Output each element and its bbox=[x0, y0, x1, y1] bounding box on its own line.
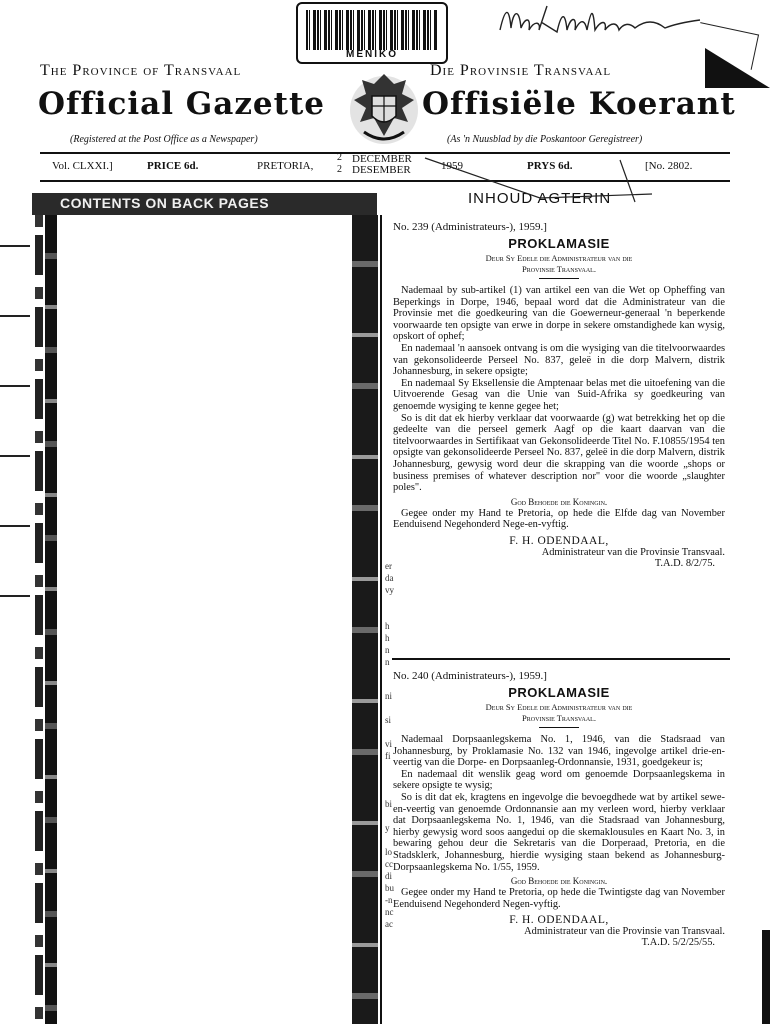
notice-role: Administrateur van die Provinsie Transvaal. bbox=[541, 546, 725, 558]
issue-number: [No. 2802. bbox=[645, 160, 693, 172]
notice-subtitle: Deur Sy Edele die Administrateur van die Provinsie Transvaal. bbox=[485, 702, 633, 723]
notice-paragraph: En nademaal Sy Eksellensie die Amptenaar belas met die uitoefening van die Uitvoerende Gesag van die Unie van Suid-Afrika sy goedkeuring van genoemde wysiging te kenne gegee het; bbox=[393, 377, 725, 412]
notice-heading: No. 240 (Administrateurs-), 1959.] bbox=[393, 670, 547, 682]
gazette-title-af: Offisiële Koerant bbox=[422, 86, 736, 122]
notice-signatory: F. H. ODENDAAL, bbox=[509, 534, 609, 547]
cutoff-column-letters-2: ni si vi fi bi y lo cc di bu -n nc ac bbox=[385, 691, 394, 929]
volume-number: Vol. CLXXI.] bbox=[52, 160, 113, 172]
notice-god-save: God Behoede die Koningin. bbox=[510, 876, 608, 887]
barcode-sticker bbox=[296, 2, 448, 64]
registered-note-en: (Registered at the Post Office as a Newspaper) bbox=[70, 134, 258, 145]
notice-paragraph: So is dit dat ek, kragtens en ingevolge die bevoegdhede wat by artikel sewe-en-veertig van genoemde Ordonnansie aan my verleen word, hierby verklaar dat Dorpsaanlegskema No. 1, 1946, van die Stadsraad van Johannesburg, hierby gewysig word soos aangedui op die skemaklousules en Kaart No. 3, in bewaring gehou deur die Sekretaris van die Dorperaad, Pretoria, en die Stadsklerk, Johannesburg, hierdie wysiging staan bekend as Johannesburg-Dorpsaanlegskema No. 1/55, 1959. bbox=[393, 791, 725, 873]
barcode-label: MENIKO bbox=[346, 49, 398, 60]
issue-day: 2 2 bbox=[337, 152, 342, 175]
notice-reference: T.A.D. 5/2/25/55. bbox=[641, 937, 715, 949]
notice-given: Gegee onder my Hand te Pretoria, op hede die Twintigste dag van November Eenduisend Negehonderd Negen-vyftig. bbox=[393, 887, 725, 910]
scan-edge-right bbox=[762, 930, 770, 1024]
gazette-title-en: Official Gazette bbox=[38, 86, 326, 122]
issue-year: 1959 bbox=[441, 160, 463, 172]
column-divider bbox=[380, 215, 382, 1024]
contents-note-en: CONTENTS ON BACK PAGES bbox=[60, 195, 270, 211]
registered-note-af: (As 'n Nuusblad by die Poskantoor Geregistreer) bbox=[447, 134, 643, 145]
province-name-en: The Province of Transvaal bbox=[40, 62, 242, 79]
notice-title: PROKLAMASIE bbox=[508, 236, 610, 251]
notice-given: Gegee onder my Hand te Pretoria, op hede die Elfde dag van November Eenduisend Negehonderd Nege-en-vyftig. bbox=[393, 507, 725, 531]
notice-paragraph: En nademaal dit wenslik geag word om genoemde Dorpsaanlegskema in sekere opsigte te wysig; bbox=[393, 768, 725, 792]
handwritten-signature bbox=[495, 0, 705, 48]
notice-title: PROKLAMASIE bbox=[508, 685, 610, 700]
notice-heading: No. 239 (Administrateurs-), 1959.] bbox=[393, 221, 547, 233]
notice-paragraph: Nademaal by sub-artikel (1) van artikel een van die Wet op Opheffing van Beperkings in Dorpe, 1946, bepaal word dat die Administrateur van die Provinsie met die goedkeuring van die Goewerneur-generaal 'n beperkende voorwaarde ten opsigte van erwe in dorpe in sekere omstandighede kan wysig, opskort of ophef; bbox=[393, 285, 725, 343]
issue-month-af: DESEMBER bbox=[352, 164, 411, 176]
contents-note-af: INHOUD AGTERIN bbox=[468, 190, 612, 207]
scan-edge-left bbox=[0, 215, 30, 635]
issue-month-en: DECEMBER bbox=[352, 153, 412, 165]
scan-strip-left-outer bbox=[35, 215, 43, 1024]
notice-signatory: F. H. ODENDAAL, bbox=[509, 914, 609, 927]
notice-body bbox=[393, 285, 725, 494]
place-of-issue: PRETORIA, bbox=[257, 160, 314, 172]
notice-reference: T.A.D. 8/2/75. bbox=[654, 557, 715, 569]
notice-body bbox=[393, 734, 725, 873]
proclamation-notice-239 bbox=[393, 221, 725, 569]
pencil-arrow-mark bbox=[420, 150, 660, 210]
province-name-af: Die Provinsie Transvaal bbox=[430, 62, 612, 79]
price-en: PRICE 6d. bbox=[147, 160, 199, 172]
notice-paragraph: So is dit dat ek hierby verklaar dat voorwaarde (g) wat betrekking het op die gedeelte van die perseel gemerk Aagf op die kaart daarvan van die titelvoorwaardes in Sertifikaat van Gekonsolideerde Titel No. F.10855/1954 ten opsigte van gekonsolideerde Perseel No. 837, geleë in die dorp Malvern, distrik Johannesburg, gewysig word deur die skrapping van die woorde „shops or business premises of whatever description nor" voor die woorde „slaughter poles". bbox=[393, 412, 725, 494]
notice-paragraph: En nademaal 'n aansoek ontvang is om die wysiging van die titelvoorwaardes van gekonsolideerde Perseel No. 837, geleë in die dorp Malvern, distrik Johannesburg, in sekere opsigte; bbox=[393, 342, 725, 378]
barcode-bars bbox=[306, 10, 438, 50]
price-af: PRYS 6d. bbox=[527, 160, 573, 172]
notice-role: Administrateur van die Provinsie van Transvaal. bbox=[524, 926, 725, 938]
corner-black-triangle bbox=[705, 48, 770, 88]
scan-strip-left bbox=[45, 215, 57, 1024]
notice-subtitle-rule bbox=[539, 278, 579, 279]
notice-paragraph: Nademaal Dorpsaanlegskema No. 1, 1946, van die Stadsraad van Johannesburg, by Proklamasie No. 132 van 1946, ingevolge artikel drie-en-veertig van die Dorpe- en Dorpsaanleg-Ordonnansie, 1931, goedgekeur is; bbox=[393, 734, 725, 769]
scan-strip-middle bbox=[352, 215, 378, 1024]
notice-subtitle-rule bbox=[539, 727, 579, 728]
notice-subtitle: Deur Sy Edele die Administrateur van die Provinsie Transvaal. bbox=[485, 253, 633, 274]
coat-of-arms-icon bbox=[342, 66, 426, 150]
notice-god-save: God Behoede die Koningin. bbox=[510, 496, 608, 507]
proclamation-notice-240 bbox=[393, 670, 725, 948]
cutoff-column-letters-1: er da vy h h n n bbox=[385, 561, 394, 667]
notice-separator bbox=[392, 658, 730, 660]
